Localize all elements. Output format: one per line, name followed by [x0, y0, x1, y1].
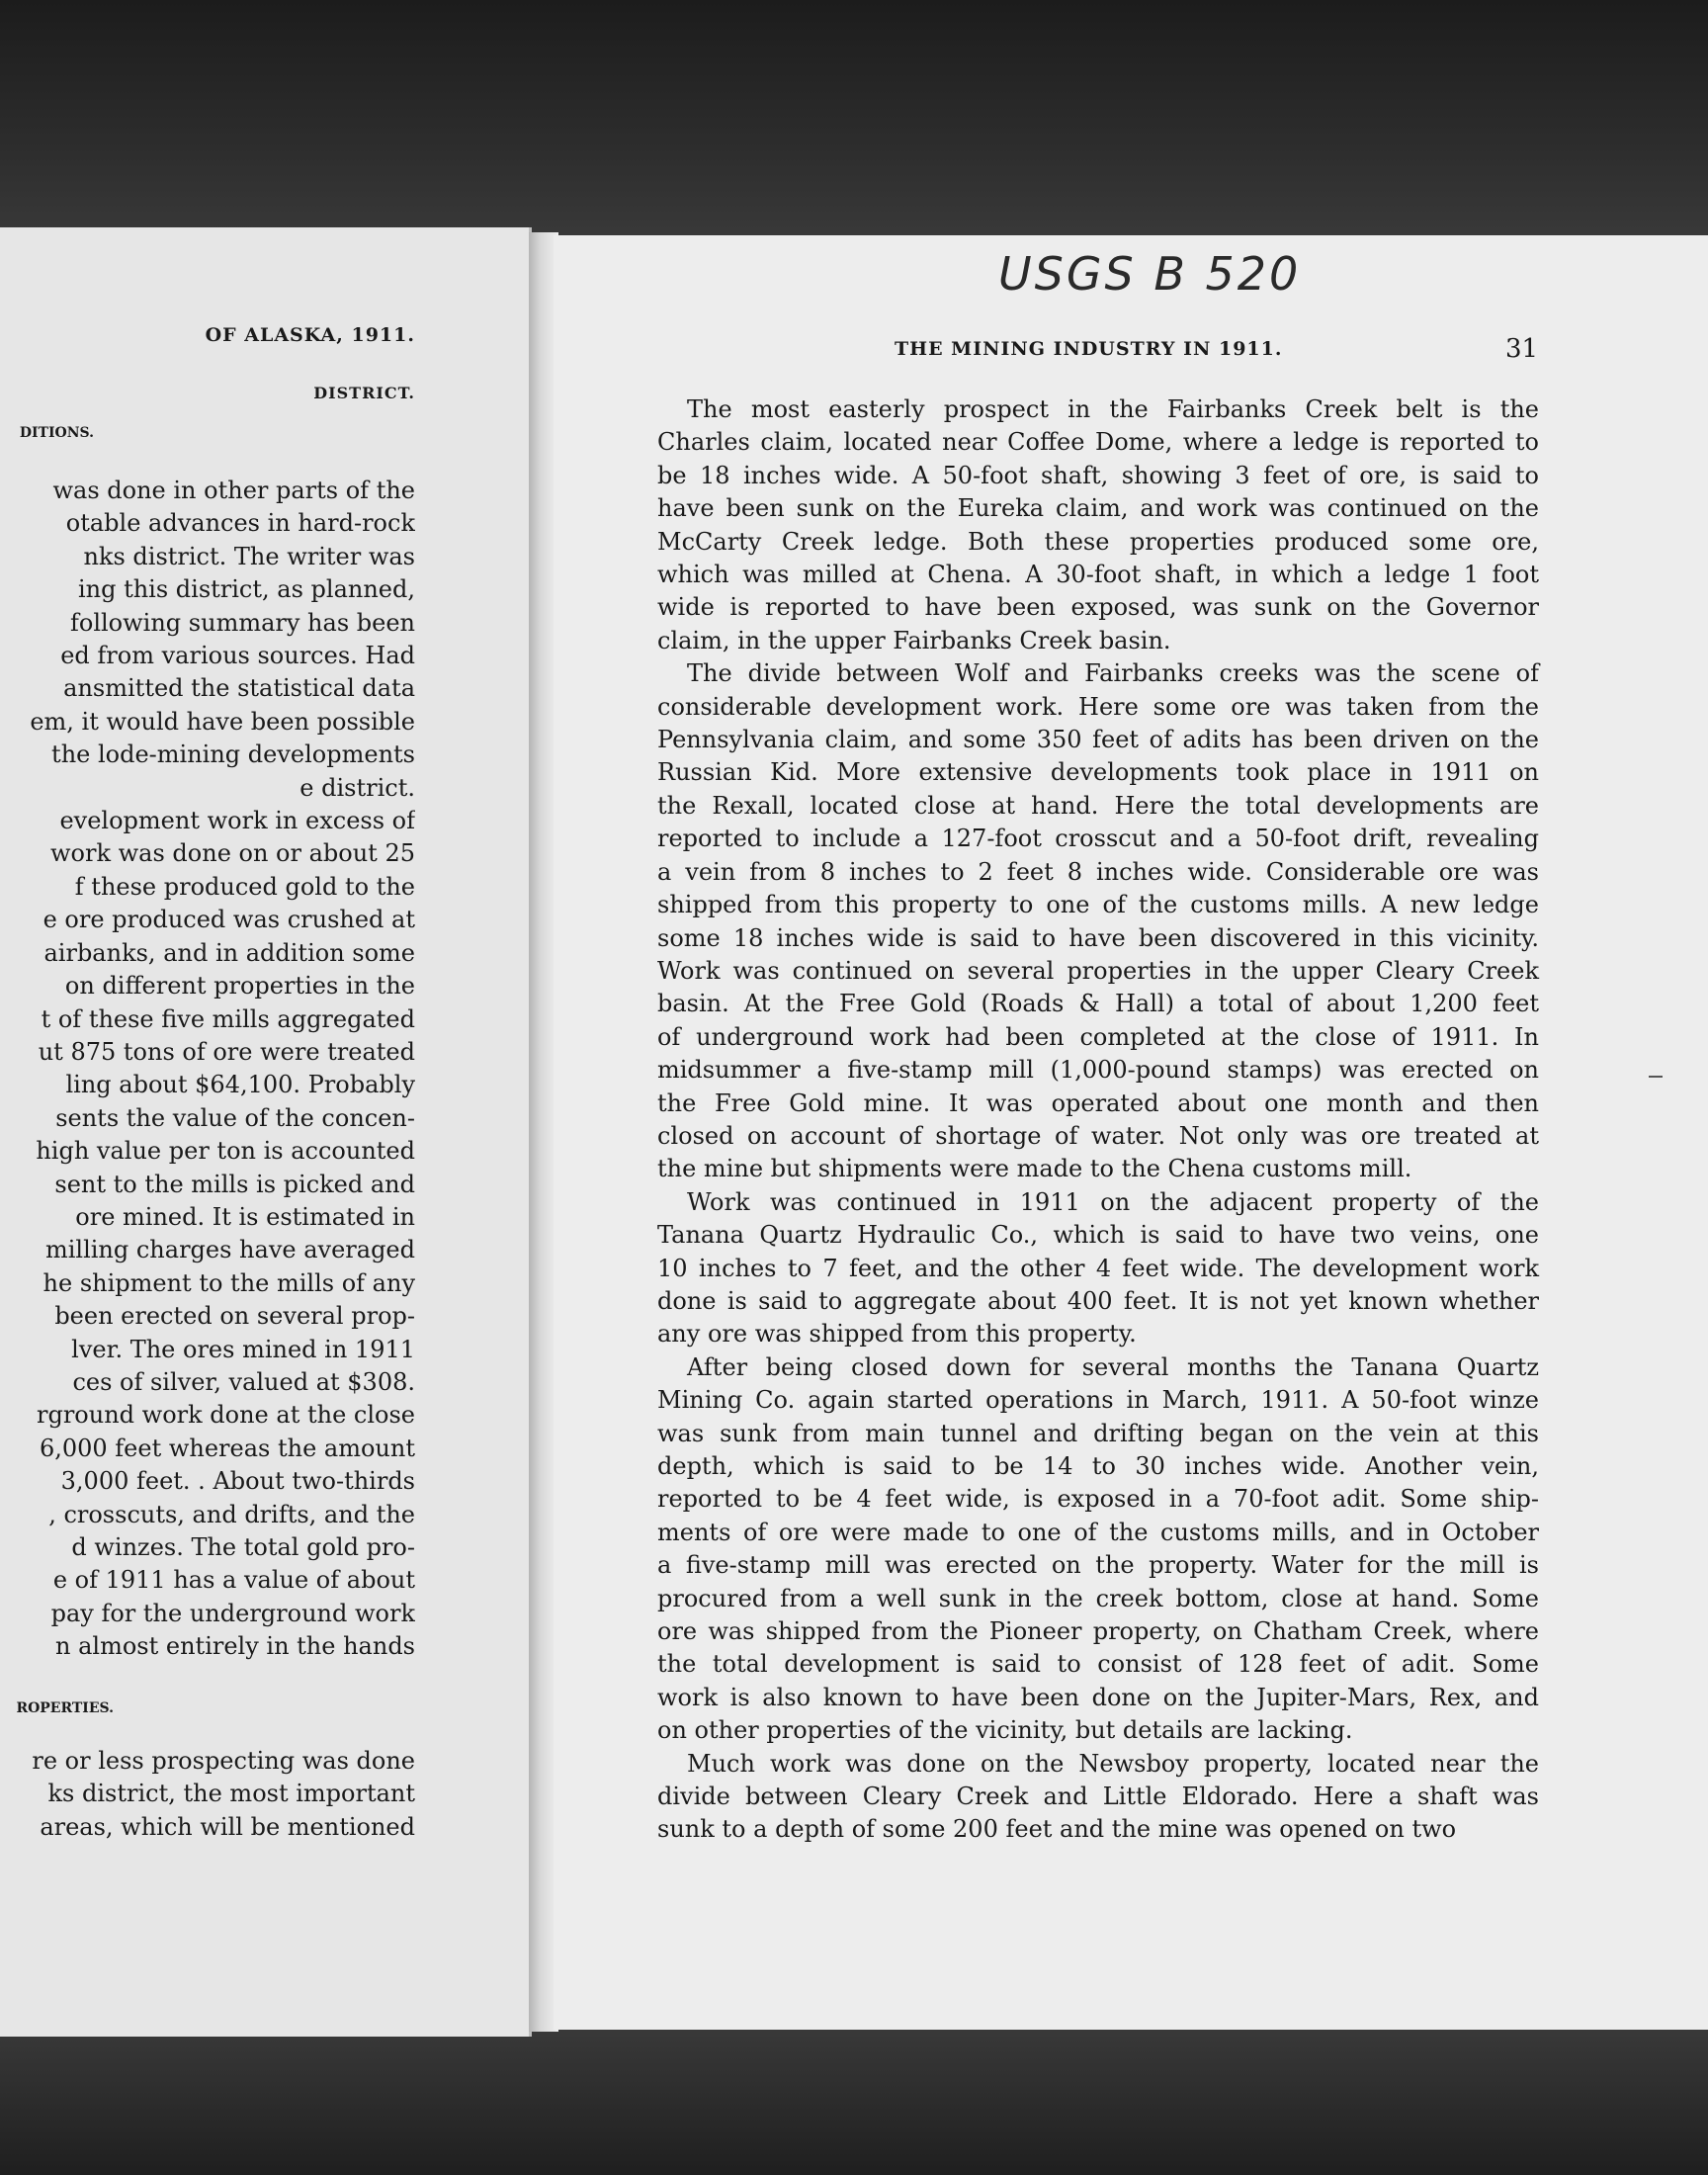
text-line: The divide between Wolf and Fairbanks creeks was the scene of: [687, 659, 1539, 688]
text-line: em, it would have been possible: [30, 707, 415, 736]
text-line: considerable development work. Here some ore was taken from the: [657, 692, 1539, 721]
handwritten-annotation: USGS B 520: [998, 247, 1302, 301]
left-running-head: OF ALASKA, 1911.: [205, 324, 415, 346]
text-line: Mining Co. again started operations in March, 1911. A 50-foot winze: [657, 1386, 1539, 1415]
text-line: on different properties in the: [64, 972, 415, 1000]
text-line: pay for the underground work: [50, 1599, 415, 1627]
text-line: a five-stamp mill was erected on the property. Water for the mill is: [657, 1551, 1539, 1580]
paragraph: [657, 393, 1539, 657]
text-line: Work was continued on several properties in the upper Cleary Creek: [657, 956, 1539, 985]
text-line: sent to the mills is picked and: [54, 1170, 415, 1198]
text-line: evelopment work in excess of: [59, 807, 415, 835]
paragraph: [657, 1351, 1539, 1748]
text-line: ing this district, as planned,: [77, 575, 415, 604]
text-line: was done in other parts of the: [52, 477, 415, 504]
text-line: Much work was done on the Newsboy property, located near the: [687, 1749, 1539, 1778]
text-line: milling charges have averaged: [44, 1236, 415, 1264]
text-line: lver. The ores mined in 1911: [71, 1335, 415, 1363]
text-line: the lode-mining developments: [51, 740, 415, 769]
text-line: the mine but shipments were made to the Chena customs mill.: [657, 1155, 1412, 1183]
text-line: be 18 inches wide. A 50-foot shaft, showing 3 feet of ore, is said to: [657, 461, 1539, 489]
text-line: sents the value of the concen-: [55, 1103, 415, 1132]
left-district-subheading: DITIONS.: [19, 425, 94, 441]
right-body-text: [657, 393, 1539, 1847]
text-line: of underground work had been completed at the close of 1911. In: [657, 1022, 1539, 1051]
text-line: Charles claim, located near Coffee Dome, where a ledge is reported to: [657, 428, 1539, 457]
text-line: some 18 inches wide is said to have been discovered in this vicinity.: [657, 923, 1539, 952]
text-line: areas, which will be mentioned: [40, 1812, 415, 1841]
paragraph: [657, 1748, 1539, 1847]
text-line: ed from various sources. Had: [60, 642, 415, 670]
text-line: on other properties of the vicinity, but details are lacking.: [657, 1716, 1353, 1745]
text-line: the Free Gold mine. It was operated about one month and then: [657, 1088, 1539, 1117]
text-line: claim, in the upper Fairbanks Creek basin.: [657, 626, 1171, 654]
text-line: ces of silver, valued at $308.: [72, 1367, 415, 1396]
text-line: d winzes. The total gold pro-: [71, 1533, 415, 1561]
left-body-text-2: [0, 1745, 415, 1844]
text-line: After being closed down for several months the Tanana Quartz: [687, 1352, 1539, 1381]
right-page: [554, 235, 1708, 2030]
text-line: done is said to aggregate about 400 feet. It is not yet known whether: [657, 1286, 1539, 1315]
left-page-content: [0, 227, 415, 2037]
text-line: reported to be 4 feet wide, is exposed in a 70-foot adit. Some ship-: [657, 1485, 1539, 1514]
text-line: Tanana Quartz Hydraulic Co., which is said to have two veins, one: [657, 1221, 1539, 1250]
text-line: f these produced gold to the: [74, 872, 415, 901]
text-line: closed on account of shortage of water. Not only was ore treated at: [657, 1121, 1539, 1150]
text-line: been erected on several prop-: [54, 1302, 415, 1331]
right-running-head: THE MINING INDUSTRY IN 1911.: [895, 338, 1283, 360]
text-line: e ore produced was crushed at: [43, 906, 415, 934]
text-line: Russian Kid. More extensive developments took place in 1911 on: [657, 758, 1539, 787]
text-line: ore mined. It is estimated in: [75, 1202, 415, 1231]
text-line: work is also known to have been done on the Jupiter-Mars, Rex, and: [657, 1683, 1539, 1711]
text-line: The most easterly prospect in the Fairbanks Creek belt is the: [687, 395, 1539, 423]
text-line: ling about $64,100. Probably: [65, 1071, 415, 1099]
text-line: he shipment to the mills of any: [43, 1268, 415, 1297]
text-line: reported to include a 127-foot crosscut and a 50-foot drift, revealing: [657, 825, 1539, 853]
text-line: wide is reported to have been exposed, was sunk on the Governor: [657, 593, 1539, 622]
text-line: e of 1911 has a value of about: [52, 1566, 415, 1595]
paragraph: [657, 657, 1539, 1186]
text-line: e district.: [299, 773, 415, 802]
text-line: ore was shipped from the Pioneer property, on Chatham Creek, where: [657, 1617, 1539, 1646]
text-line: t of these five mills aggregated: [41, 1004, 415, 1033]
text-line: was sunk from main tunnel and drifting began on the vein at this: [657, 1419, 1539, 1447]
text-line: 10 inches to 7 feet, and the other 4 feet wide. The development work: [657, 1254, 1539, 1282]
text-line: depth, which is said to be 14 to 30 inches wide. Another vein,: [657, 1452, 1539, 1480]
text-line: n almost entirely in the hands: [55, 1632, 415, 1661]
text-line: airbanks, and in addition some: [43, 938, 415, 967]
scanner-top-background: [0, 0, 1708, 247]
text-line: rground work done at the close: [36, 1401, 415, 1430]
text-line: sunk to a depth of some 200 feet and the mine was opened on two: [657, 1815, 1457, 1844]
text-line: have been sunk on the Eureka claim, and work was continued on the: [657, 494, 1539, 523]
text-line: the Rexall, located close at hand. Here the total developments are: [657, 791, 1539, 820]
text-line: following summary has been: [70, 608, 415, 637]
text-line: work was done on or about 25: [49, 839, 415, 868]
margin-mark: [1649, 1076, 1663, 1078]
text-line: high value per ton is accounted: [36, 1137, 415, 1166]
text-line: any ore was shipped from this property.: [657, 1320, 1137, 1348]
text-line: , crosscuts, and drifts, and the: [48, 1500, 415, 1528]
left-body-text: [0, 475, 415, 1664]
page-number: 31: [1505, 334, 1539, 364]
text-line: nks district. The writer was: [83, 542, 415, 570]
text-line: shipped from this property to one of the customs mills. A new ledge: [657, 891, 1539, 919]
scanner-bottom-background: [0, 2022, 1708, 2175]
text-line: re or less prospecting was done: [32, 1747, 415, 1775]
text-line: ut 875 tons of ore were treated: [38, 1037, 415, 1066]
text-line: the total development is said to consist of 128 feet of adit. Some: [657, 1650, 1539, 1679]
text-line: a vein from 8 inches to 2 feet 8 inches wide. Considerable ore was: [657, 857, 1539, 886]
text-line: basin. At the Free Gold (Roads & Hall) a total of about 1,200 feet: [657, 990, 1539, 1018]
text-line: Pennsylvania claim, and some 350 feet of adits has been driven on the: [657, 726, 1539, 754]
text-line: procured from a well sunk in the creek bottom, close at hand. Some: [657, 1584, 1539, 1612]
text-line: otable advances in hard-rock: [65, 509, 415, 538]
text-line: ks district, the most important: [47, 1780, 415, 1808]
left-district-heading: DISTRICT.: [313, 384, 415, 402]
text-line: divide between Cleary Creek and Little Eldorado. Here a shaft was: [657, 1783, 1539, 1811]
text-line: 6,000 feet whereas the amount: [39, 1434, 415, 1462]
text-line: McCarty Creek ledge. Both these properties produced some ore,: [657, 527, 1539, 556]
text-line: Work was continued in 1911 on the adjacent property of the: [687, 1187, 1539, 1216]
paragraph: [657, 1186, 1539, 1351]
text-line: ansmitted the statistical data: [63, 674, 415, 703]
left-properties-heading: ROPERTIES.: [16, 1700, 114, 1716]
text-line: 3,000 feet. . About two-thirds: [60, 1467, 415, 1496]
text-line: which was milled at Chena. A 30-foot shaft, in which a ledge 1 foot: [657, 561, 1539, 589]
text-line: ments of ore were made to one of the customs mills, and in October: [657, 1518, 1539, 1546]
text-line: midsummer a five-stamp mill (1,000-pound stamps) was erected on: [657, 1056, 1539, 1085]
left-page: [0, 227, 532, 2037]
